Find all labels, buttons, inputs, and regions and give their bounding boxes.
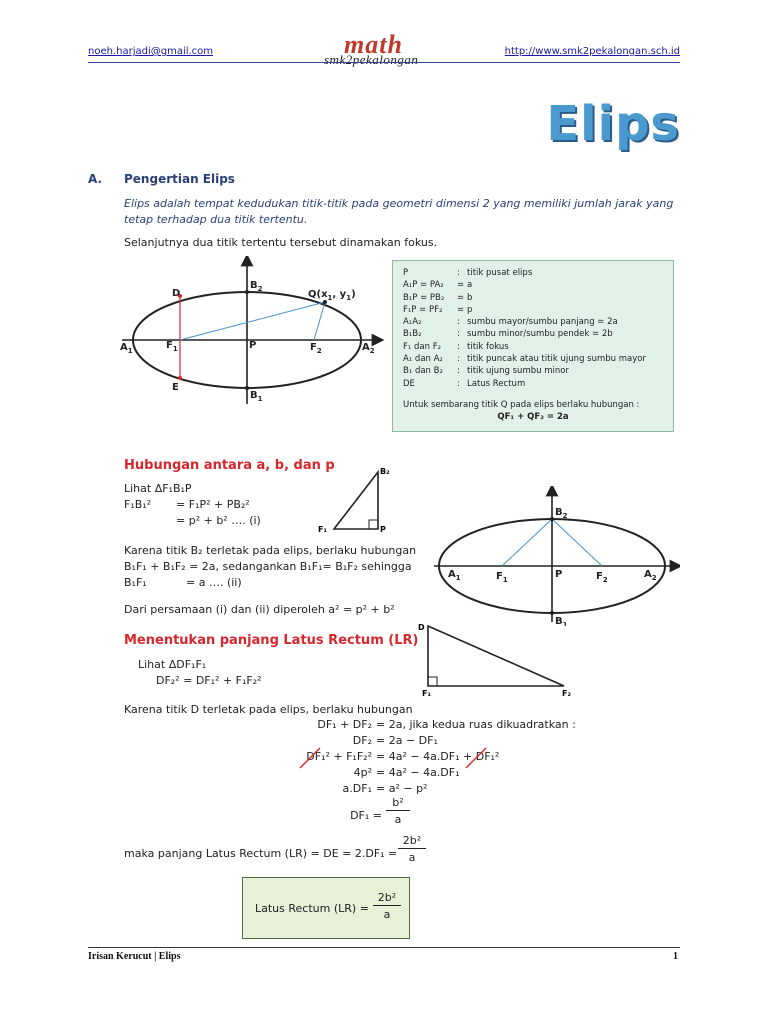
- hubungan-eq1-rhs: = F₁P² + PB₂²: [176, 498, 250, 511]
- hubungan-heading: Hubungan antara a, b, dan p: [124, 458, 335, 473]
- legend-separator: :: [457, 329, 460, 340]
- legend-key: A₁ dan A₂: [403, 354, 443, 365]
- hubungan-eq2-rhs: = p² + b² …. (i): [176, 514, 261, 527]
- legend-value: sumbu minor/sumbu pendek = 2b: [467, 329, 613, 340]
- legend-key: A₁A₂: [403, 317, 422, 328]
- label-q: $Q(x_1$, $y_1$): [308, 289, 356, 302]
- df1-lhs: DF₁ =: [350, 809, 382, 822]
- legend-value: b: [467, 292, 473, 303]
- point-b2: [245, 290, 249, 294]
- page-number: 1: [673, 951, 678, 962]
- d2-label-f1: $F_1$: [496, 571, 508, 584]
- lr-box-numerator: 2b²: [373, 891, 401, 906]
- legend-rows: [403, 267, 663, 390]
- legend-separator: :: [457, 317, 460, 328]
- tri1-label-p: P: [380, 525, 386, 534]
- legend-row: [403, 267, 663, 279]
- legend-separator: :: [457, 378, 460, 389]
- karena-line-1: Karena titik B₂ terletak pada elips, berlaku hubungan: [124, 544, 417, 557]
- point-b1: [245, 386, 249, 390]
- site-logo: [318, 30, 438, 70]
- step-1-rhs: = 2a, jika kedua ruas dikuadratkan :: [376, 718, 576, 731]
- legend-key: DE: [403, 378, 415, 389]
- label-b2: $B_2$: [250, 280, 263, 293]
- legend-key: F₁P = PF₂: [403, 304, 443, 315]
- ellipse-diagram: [116, 256, 386, 410]
- footer-divider: [88, 947, 680, 948]
- label-p: P: [249, 340, 257, 351]
- legend-row: [403, 279, 663, 291]
- hubungan-lihat: Lihat ΔF₁B₁P: [124, 482, 192, 495]
- step-5-rhs: = a² − p²: [376, 782, 428, 795]
- karena-line-2: B₁F₁ + B₁F₂ = 2a, sedangankan B₁F₁= B₁F₂ sehingga: [124, 560, 412, 573]
- legend-key: A₁P = PA₂: [403, 280, 444, 291]
- header-divider: [88, 62, 680, 63]
- section-heading: Pengertian Elips: [124, 172, 235, 186]
- legend-row: [403, 341, 663, 353]
- legend-value: p: [467, 304, 473, 315]
- legend-value: sumbu mayor/sumbu panjang = 2a: [467, 317, 618, 328]
- tri2-label-f1: F₁: [422, 689, 431, 698]
- karena-line-3-rhs: = a …. (ii): [186, 576, 242, 589]
- dari-persamaan: Dari persamaan (i) dan (ii) diperoleh a² = p² + b²: [124, 603, 395, 616]
- legend-row: [403, 304, 663, 316]
- legend-separator: =: [457, 292, 465, 303]
- step-3-rhs: = 4a² − 4a.DF₁ + DF₁²: [376, 750, 500, 763]
- legend-separator: :: [457, 354, 460, 365]
- latus-eq: DF₂² = DF₁² + F₁F₂²: [156, 674, 262, 687]
- df1-denominator: a: [394, 813, 402, 826]
- legend-relation: QF₁ + QF₂ = 2a: [497, 411, 569, 422]
- legend-value: Latus Rectum: [467, 378, 526, 389]
- lr-box-label: Latus Rectum (LR) =: [255, 902, 369, 915]
- legend-key: B₁B₂: [403, 329, 422, 340]
- ellipse-diagram-2: [430, 486, 680, 626]
- logo-top-text: math: [344, 30, 403, 59]
- legend-row: [403, 365, 663, 377]
- latus-rectum-formula-box: [242, 877, 410, 939]
- step-2-lhs: DF₂: [352, 734, 372, 747]
- legend-key: B₁ dan B₂: [403, 366, 443, 377]
- latus-heading: Menentukan panjang Latus Rectum (LR): [124, 633, 419, 648]
- label-d: D: [172, 288, 181, 299]
- legend-row: [403, 328, 663, 340]
- d2-label-b2: $B_2$: [555, 507, 568, 520]
- point-e: [178, 376, 182, 380]
- legend-box: [392, 260, 674, 432]
- lr-box-denominator: a: [383, 908, 391, 921]
- point-q: [323, 300, 327, 304]
- legend-separator: :: [457, 366, 460, 377]
- legend-value: titik fokus: [467, 341, 509, 352]
- label-b1: $B_1$: [250, 390, 263, 403]
- label-a1: $A_1$: [120, 342, 133, 355]
- tri2-label-f2: F₂: [562, 689, 571, 698]
- label-e: E: [172, 382, 179, 393]
- page-title: Elips: [546, 96, 680, 152]
- d2-label-a2: $A_2$: [644, 569, 657, 582]
- triangle-df1f2: [414, 620, 584, 698]
- legend-key: F₁ dan F₂: [403, 341, 441, 352]
- logo-bottom-text: smk2pekalongan: [324, 52, 419, 67]
- maka-numerator: 2b²: [398, 834, 426, 849]
- d2-label-p: P: [555, 569, 563, 580]
- legend-row: [403, 353, 663, 365]
- legend-value: titik puncak atau titik ujung sumbu mayor: [467, 354, 646, 365]
- label-a2: $A_2$: [362, 342, 375, 355]
- legend-row: [403, 378, 663, 390]
- website-link[interactable]: http://www.smk2pekalongan.sch.id: [504, 46, 680, 57]
- df1-numerator: b²: [386, 796, 410, 811]
- legend-separator: :: [457, 268, 460, 278]
- d2-label-b1: $B_1$: [555, 616, 568, 626]
- legend-value: titik ujung sumbu minor: [467, 366, 569, 377]
- label-f2: $F_2$: [310, 342, 322, 355]
- tri1-label-b2: B₂: [380, 467, 390, 476]
- legend-value: a: [467, 280, 473, 291]
- legend-key: B₁P = PB₂: [403, 292, 445, 303]
- step-4-rhs: = 4a² − 4a.DF₁: [376, 766, 460, 779]
- maka-text: maka panjang Latus Rectum (LR) = DE = 2.DF₁ =: [124, 847, 398, 860]
- step-1-lhs: DF₁ + DF₂: [317, 718, 372, 731]
- latus-karena: Karena titik D terletak pada elips, berlaku hubungan: [124, 703, 413, 716]
- legend-row: [403, 316, 663, 328]
- step-5-lhs: a.DF₁: [342, 782, 372, 795]
- email-link[interactable]: noeh.harjadi@gmail.com: [88, 46, 214, 57]
- definition-text: Elips adalah tempat kedudukan titik-titik pada geometri dimensi 2 yang memiliki jumlah jarak yang tetap terhadap dua titik tertentu.: [124, 197, 674, 226]
- section-letter: A.: [88, 172, 103, 186]
- legend-value: titik pusat elips: [467, 268, 533, 278]
- d2-label-f2: $F_2$: [596, 571, 608, 584]
- legend-separator: =: [457, 280, 465, 291]
- tri2-label-d: D: [418, 623, 425, 632]
- step-4-lhs: 4p²: [353, 766, 372, 779]
- maka-denominator: a: [408, 851, 416, 864]
- focal-line-2: [314, 302, 325, 340]
- label-f1: $F_1$: [166, 340, 178, 353]
- focal-line-1: [180, 302, 325, 340]
- legend-note: Untuk sembarang titik Q pada elips berlaku hubungan :: [403, 399, 640, 410]
- tri1-label-f1: F₁: [318, 525, 327, 534]
- footer-left: Irisan Kerucut | Elips: [88, 951, 181, 962]
- focus-sentence: Selanjutnya dua titik tertentu tersebut dinamakan fokus.: [124, 236, 438, 249]
- legend-separator: :: [457, 341, 460, 352]
- legend-separator: =: [457, 304, 465, 315]
- legend-row: [403, 292, 663, 304]
- step-2-rhs: = 2a − DF₁: [376, 734, 438, 747]
- legend-key: P: [403, 268, 409, 278]
- hubungan-eq1-lhs: F₁B₁²: [124, 498, 152, 511]
- karena-line-3-lhs: B₁F₁: [124, 576, 147, 589]
- d2-label-a1: $A_1$: [448, 569, 461, 582]
- triangle-b2f1p: [316, 464, 396, 536]
- latus-lihat: Lihat ΔDF₁F₁: [138, 658, 207, 671]
- step-3-lhs: DF₁² + F₁F₂²: [306, 750, 372, 763]
